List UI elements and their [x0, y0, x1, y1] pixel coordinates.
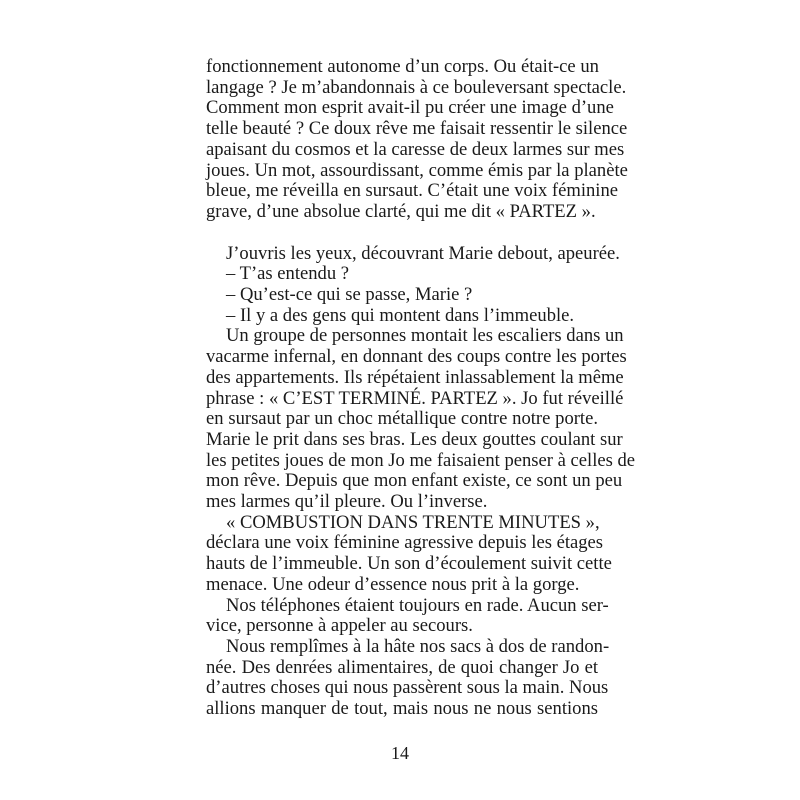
- paragraph: [206, 285, 598, 306]
- text-line: vacarme infernal, en donnant des coups contre les portes: [206, 346, 627, 368]
- text-line: J’ouvris les yeux, découvrant Marie debout, apeurée.: [226, 242, 620, 264]
- text-line: d’autres choses qui nous passèrent sous la main. Nous: [206, 677, 609, 699]
- text-line: hauts de l’immeuble. Un son d’écoulement suivit cette: [206, 553, 612, 575]
- text-line: Comment mon esprit avait-il pu créer une image d’une: [206, 97, 614, 119]
- text-line: apaisant du cosmos et la caresse de deux larmes sur mes: [206, 138, 625, 160]
- text-line: Nous remplîmes à la hâte nos sacs à dos de randon-: [226, 635, 610, 657]
- paragraph: [206, 56, 628, 223]
- page-number: 14: [391, 743, 409, 763]
- text-line: menace. Une odeur d’essence nous prit à la gorge.: [206, 573, 580, 595]
- text-line: Nos téléphones étaient toujours en rade. Aucun ser-: [226, 594, 609, 616]
- text-line: mes larmes qu’il pleure. Ou l’inverse.: [206, 491, 488, 513]
- paragraph: [206, 242, 620, 265]
- paragraph: [206, 264, 598, 285]
- text-line: – Il y a des gens qui montent dans l’immeuble.: [226, 304, 575, 326]
- text-line: langage ? Je m’abandonnais à ce bouleversant spectacle.: [206, 76, 627, 98]
- paragraph: [206, 511, 612, 596]
- text-line: Un groupe de personnes montait les escaliers dans un: [226, 325, 624, 347]
- text-line: mon rêve. Depuis que mon enfant existe, ce sont un peu: [206, 470, 623, 492]
- text-line: déclara une voix féminine agressive depuis les étages: [206, 532, 604, 554]
- text-line: fonctionnement autonome d’un corps. Ou était-ce un: [206, 56, 599, 77]
- text-line: bleue, me réveilla en sursaut. C’était une voix féminine: [206, 180, 619, 202]
- text-line: – Qu’est-ce qui se passe, Marie ?: [226, 284, 473, 306]
- text-line: joues. Un mot, assourdissant, comme émis par la planète: [206, 159, 628, 181]
- text-line: née. Des denrées alimentaires, de quoi changer Jo et: [206, 656, 598, 678]
- text-line: grave, d’une absolue clarté, qui me dit « PARTEZ ».: [206, 200, 596, 222]
- text-line: en sursaut par un choc métallique contre notre porte.: [206, 408, 598, 430]
- text-line: telle beauté ? Ce doux rêve me faisait ressentir le silence: [206, 118, 628, 140]
- text-line: les petites joues de mon Jo me faisaient penser à celles de: [206, 449, 636, 471]
- text-line: « COMBUSTION DANS TRENTE MINUTES »,: [226, 511, 600, 533]
- paragraph: [206, 594, 609, 637]
- page-body: [206, 56, 636, 720]
- paragraph: [206, 325, 636, 513]
- text-line: allions manquer de tout, mais nous ne nous sentions: [206, 698, 598, 720]
- paragraph: [206, 635, 610, 720]
- paragraph-gap: [206, 223, 598, 244]
- text-line: phrase : « C’EST TERMINÉ. PARTEZ ». Jo fut réveillé: [206, 387, 624, 409]
- text-line: des appartements. Ils répétaient inlassablement la même: [206, 366, 624, 388]
- text-line: – T’as entendu ?: [226, 263, 350, 285]
- text-line: Marie le prit dans ses bras. Les deux gouttes coulant sur: [206, 428, 623, 450]
- paragraph: [206, 306, 598, 327]
- text-line: vice, personne à appeler au secours.: [206, 615, 473, 637]
